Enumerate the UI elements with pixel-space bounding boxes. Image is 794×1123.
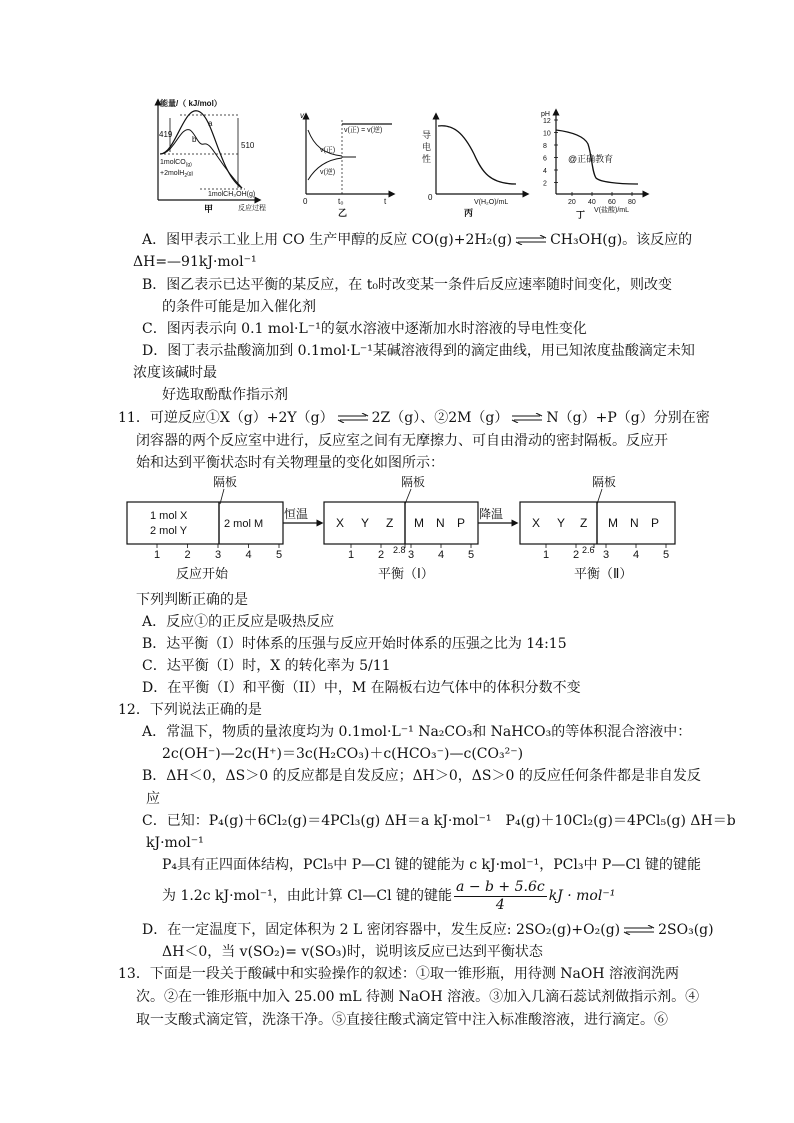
box2-partition-label: 隔板 — [401, 475, 426, 489]
box3-species — [532, 516, 659, 530]
arrow1-label: 恒温 — [284, 507, 309, 521]
yi-xtick-0: 0 — [303, 197, 308, 206]
scale-label: 2 — [378, 549, 385, 561]
ding-ytick-label: 12 — [543, 118, 551, 125]
q11-stem-1a: 11．可逆反应①X（g）+2Y（g） — [118, 410, 334, 426]
bing-caption: 丙 — [464, 208, 474, 218]
scale-label: 1 — [348, 549, 355, 561]
jia-419: 419 — [159, 130, 173, 139]
q12-d-text-1b: 2SO₃(g) — [658, 922, 714, 938]
scale-label: 2.6 — [582, 545, 595, 555]
q12-c-line-1: C．已知：P₄(g)＋6Cl₂(g)＝4PCl₃(g) ΔH＝a kJ·mol⁻¹ P₄(g)＋10Cl₂(g)＝4PCl₅(g) ΔH＝b — [142, 813, 736, 829]
ding-xtick-label: 80 — [628, 199, 636, 206]
species-label: M — [608, 516, 618, 530]
box3-caption: 平衡（Ⅱ） — [574, 566, 633, 581]
bing-curve — [438, 126, 516, 184]
ding-ytick-label: 4 — [543, 168, 547, 175]
ding-ytick-label: 8 — [543, 143, 547, 150]
q11-stem-line-3: 始和达到平衡状态时有关物理量的变化如图所示： — [136, 455, 444, 471]
q10-a-line-1 — [142, 230, 692, 250]
species-label: Z — [386, 516, 394, 530]
fraction-denominator: 4 — [495, 896, 505, 913]
species-label: Y — [557, 516, 566, 530]
jia-curve-b-label: b — [192, 135, 197, 144]
q12-c-line-3: P₄具有正四面体结构，PCl₅中 P—Cl 键的键能为 c kJ·mol⁻¹，PCl₃中 P—Cl 键的键能 — [162, 857, 701, 873]
jia-ylabel: 能量/（ kJ/mol） — [160, 99, 222, 108]
q12-a-line-1: A．常温下，物质的量浓度均为 0.1mol·L⁻¹ Na₂CO₃和 NaHCO₃的等体积混合溶液中： — [142, 724, 692, 740]
box1-left-2: 2 mol Y — [150, 525, 188, 537]
species-label: M — [414, 516, 424, 530]
q12-d-text-1a: D．在一定温度下，固定体积为 2 L 密闭容器中，发生反应: 2SO₂(g)+O₂(g) — [142, 922, 621, 938]
q12-stem: 12．下列说法正确的是 — [118, 702, 262, 718]
q12-b-line-2: 应 — [146, 791, 160, 807]
q13-line-3: 取一支酸式滴定管，洗涤干净。⑤直接往酸式滴定管中注入标准酸溶液，进行滴定。⑥ — [136, 1012, 668, 1028]
graph-bing — [420, 110, 530, 218]
scale-label: 4 — [438, 549, 445, 561]
species-label: Z — [580, 516, 588, 530]
graph-yi — [296, 110, 396, 218]
q11-option-d: D．在平衡（I）和平衡（II）中，M 在隔板右边气体中的体积分数不变 — [142, 680, 581, 696]
q11-option-c: C．达平衡（I）时，X 的转化率为 5/11 — [142, 658, 391, 674]
q11-ask: 下列判断正确的是 — [136, 592, 248, 608]
bing-ylabel-3: 性 — [422, 154, 432, 164]
box2-scale — [348, 544, 474, 561]
box1-caption: 反应开始 — [176, 566, 229, 581]
q10-c-line: C．图丙表示向 0.1 mol·L⁻¹的氨水溶液中逐渐加水时溶液的导电性变化 — [142, 321, 587, 337]
q10-d-line-1: D．图丁表示盐酸滴加到 0.1mol·L⁻¹某碱溶液得到的滴定曲线，用已知浓度盐酸滴定未知 — [142, 343, 695, 359]
q11-option-b: B．达平衡（I）时体系的压强与反应开始时体系的压强之比为 14:15 — [142, 636, 567, 652]
ding-xtick-label: 20 — [568, 199, 576, 206]
ding-caption: 丁 — [576, 210, 586, 220]
ding-ylabel: pH — [541, 111, 550, 118]
species-label: N — [436, 516, 445, 530]
box2-container — [324, 502, 478, 544]
q10-b-line-1: B．图乙表示已达平衡的某反应，在 t₀时改变某一条件后反应速率随时间变化，则改变 — [142, 277, 672, 293]
yi-ylabel: v — [300, 111, 304, 120]
scale-label: 1 — [543, 549, 550, 561]
jia-reactant-1: 1molCO$_{(g)}$ — [160, 159, 192, 168]
q10-a-line-2: ΔH=—91kJ·mol⁻¹ — [133, 254, 257, 270]
q12-b-line-1: B．ΔH＜0，ΔS＞0 的反应都是自发反应；ΔH＞0，ΔS＞0 的反应任何条件都是非自发反 — [142, 768, 701, 784]
q10-b-line-2: 的条件可能是加入催化剂 — [162, 299, 316, 315]
q12-c-line-2: kJ·mol⁻¹ — [146, 835, 204, 851]
ding-watermark: @正确教育 — [568, 154, 614, 164]
ding-ytick-label: 2 — [543, 180, 547, 188]
yi-xtick-t0: t₀ — [338, 197, 344, 206]
equilibrium-arrow-icon — [336, 413, 370, 423]
q10-d-line-3: 好选取酚酞作指示剂 — [162, 387, 288, 403]
scale-label: 3 — [603, 549, 610, 561]
q11-stem-1c: N（g）+P（g）分别在密 — [546, 410, 710, 426]
box3-partition-label: 隔板 — [592, 475, 617, 489]
q11-stem-1b: 2Z（g）、②2M（g） — [371, 410, 509, 426]
scale-label: 2.8 — [393, 545, 406, 555]
box3-scale — [543, 544, 669, 561]
ding-xtick-label: 40 — [588, 199, 596, 206]
scale-label: 3 — [408, 549, 415, 561]
ding-xtick-label: 60 — [608, 199, 616, 206]
species-label: X — [532, 516, 541, 530]
jia-510: 510 — [241, 141, 255, 150]
box2-caption: 平衡（Ⅰ） — [378, 566, 434, 581]
q13-line-1: 13．下面是一段关于酸碱中和实验操作的叙述：①取一锥形瓶，用待测 NaOH 溶液润洗两 — [118, 966, 679, 982]
scale-label: 1 — [154, 549, 161, 561]
q12-c-text-4: 为 1.2c kJ·mol⁻¹，由此计算 Cl—Cl 键的键能 — [162, 888, 453, 904]
graph-ding — [538, 106, 668, 220]
box1-scale — [154, 544, 282, 561]
yi-label-eq: v(正) = v(逆) — [344, 127, 383, 134]
scale-label: 4 — [245, 549, 252, 561]
jia-reactant-2: +2molH$_2^{(g)}$ — [160, 170, 194, 179]
yi-label-fwd: v(正) — [320, 147, 336, 154]
box1-left-1: 1 mol X — [150, 510, 188, 522]
q11-diagram — [124, 474, 684, 586]
q11-stem-line-2: 闭容器的两个反应室中进行，反应室之间有无摩擦力、可自由滑动的密封隔板。反应开 — [136, 433, 668, 449]
jia-xlabel: 反应过程 — [238, 205, 266, 212]
q10-d-line-2: 浓度该碱时最 — [133, 365, 217, 381]
bond-energy-fraction — [454, 879, 547, 914]
species-label: P — [651, 516, 660, 530]
species-label: N — [630, 516, 639, 530]
q10-a-text-2: CH₃OH(g)。该反应的 — [550, 232, 693, 248]
box1-right: 2 mol M — [224, 518, 264, 530]
q12-d-line-1 — [142, 920, 714, 940]
yi-caption: 乙 — [338, 208, 348, 218]
box1-partition-label: 隔板 — [213, 475, 238, 489]
scale-label: 2 — [573, 549, 580, 561]
yi-xlabel: t — [384, 197, 387, 206]
bing-ylabel-1: 导 — [422, 130, 432, 140]
scale-label: 5 — [276, 549, 283, 561]
fraction-numerator: a − b + 5.6c — [456, 878, 545, 895]
scale-label: 5 — [663, 549, 670, 561]
equilibrium-arrow-icon — [622, 925, 656, 935]
ding-ytick-label: 10 — [543, 130, 551, 138]
q12-c-line-4 — [162, 878, 615, 914]
ding-xlabel: V(盐酸)/mL — [594, 207, 629, 214]
q11-stem-line-1 — [118, 408, 710, 428]
scale-label: 3 — [215, 549, 222, 561]
q12-a-line-2: 2c(OH⁻)—2c(H⁺)＝3c(H₂CO₃)＋c(HCO₃⁻)—c(CO₃²⁻) — [162, 746, 524, 762]
scale-label: 2 — [184, 549, 191, 561]
scale-label: 5 — [468, 549, 475, 561]
species-label: P — [457, 516, 466, 530]
bing-ylabel-2: 电 — [422, 142, 432, 152]
species-label: Y — [361, 516, 370, 530]
box2-species — [336, 516, 465, 530]
species-label: X — [336, 516, 345, 530]
q10-a-text-1: A．图甲表示工业上用 CO 生产甲醇的反应 CO(g)+2H₂(g) — [142, 232, 513, 248]
ding-ytick-label: 6 — [543, 155, 547, 163]
equilibrium-arrow-icon — [514, 235, 548, 245]
bing-xlabel: V(H₂O)/mL — [474, 199, 509, 206]
q12-c-unit: kJ · mol⁻¹ — [548, 888, 616, 904]
graph-jia — [150, 96, 270, 220]
q13-line-2: 次。②在一锥形瓶中加入 25.00 mL 待测 NaOH 溶液。③加入几滴石蕊试剂做指示剂。④ — [136, 989, 700, 1005]
bing-origin: 0 — [428, 193, 433, 202]
scale-label: 4 — [633, 549, 640, 561]
arrow2-label: 降温 — [479, 507, 504, 521]
yi-label-rev: v(逆) — [320, 169, 336, 176]
q12-d-line-2: ΔH＜0，当 v(SO₂)= v(SO₃)时，说明该反应已达到平衡状态 — [162, 944, 543, 960]
q11-option-a: A．反应①的正反应是吸热反应 — [142, 614, 335, 630]
jia-product: 1molCH₃OH(g) — [208, 191, 256, 198]
equilibrium-arrow-icon — [510, 413, 544, 423]
jia-caption: 甲 — [204, 204, 214, 214]
jia-curve-a-label: a — [208, 119, 213, 128]
